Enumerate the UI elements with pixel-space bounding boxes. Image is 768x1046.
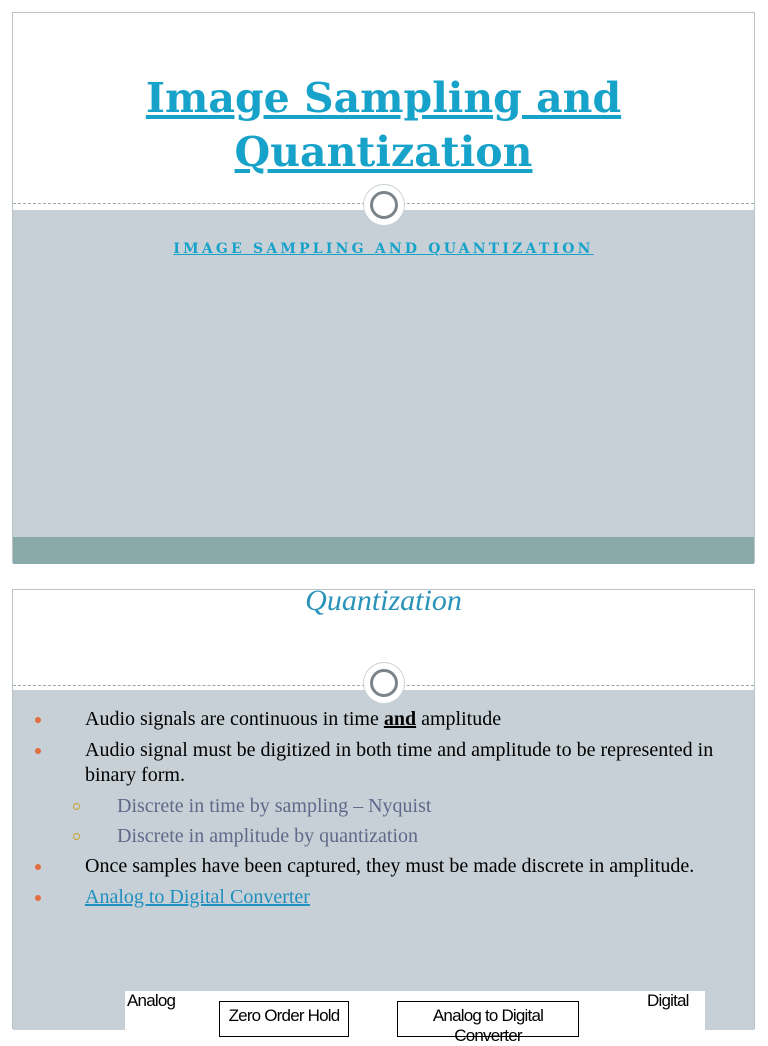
- bullet-dot-icon: [35, 748, 41, 754]
- sub-bullet-circle-icon: [73, 803, 80, 810]
- diagram-digital-label: Digital: [647, 991, 689, 1010]
- slide-1-title-line2: Quantization: [234, 128, 533, 176]
- slide-2-title: Quantization: [305, 584, 462, 617]
- sub-bullet-item: [13, 824, 754, 849]
- bullet-dot-icon: [35, 717, 41, 723]
- adc-block-diagram: [125, 991, 705, 1045]
- slide-1-subtitle[interactable]: IMAGE SAMPLING AND QUANTIZATION: [173, 241, 594, 257]
- bullet-text: Audio signals are continuous in time: [85, 708, 384, 730]
- bullet-text: Audio signal must be digitized in both time and amplitude to be represented in binary form.: [85, 739, 714, 786]
- adc-box: Analog to Digital Converter: [397, 1001, 579, 1037]
- slide-1-body: [13, 210, 754, 537]
- diagram-analog-label: Analog: [127, 991, 176, 1010]
- bullet-bold-word: and: [383, 708, 417, 730]
- slide-1-title: [13, 71, 754, 179]
- sub-bullet-text: Discrete in amplitude by quantization: [117, 825, 419, 847]
- slide-1-title-area: [13, 13, 754, 206]
- sub-bullet-circle-icon: [73, 833, 80, 840]
- bullet-item: [13, 707, 754, 732]
- bullet-text-end: amplitude: [416, 708, 502, 730]
- circle-ring-icon: [364, 185, 404, 225]
- zero-order-hold-box: Zero Order Hold: [219, 1001, 349, 1037]
- bullet-item: [13, 885, 754, 910]
- bullet-item: [13, 854, 754, 879]
- slide-2: [12, 584, 755, 1045]
- sub-bullet-text: Discrete in time by sampling – Nyquist: [117, 795, 432, 817]
- slide-1-title-line1: Image Sampling and: [145, 74, 622, 122]
- bullet-item: [13, 738, 754, 788]
- bullet-dot-icon: [35, 864, 41, 870]
- bullet-list: [13, 707, 754, 916]
- bullet-text: Once samples have been captured, they must be made discrete in amplitude.: [85, 855, 695, 877]
- circle-ring-icon: [364, 663, 404, 703]
- slide-1-footer-bar: [13, 537, 754, 564]
- bullet-dot-icon: [35, 895, 41, 901]
- slide-1: [12, 12, 755, 563]
- adc-link[interactable]: Analog to Digital Converter: [85, 886, 310, 908]
- sub-bullet-item: [13, 794, 754, 819]
